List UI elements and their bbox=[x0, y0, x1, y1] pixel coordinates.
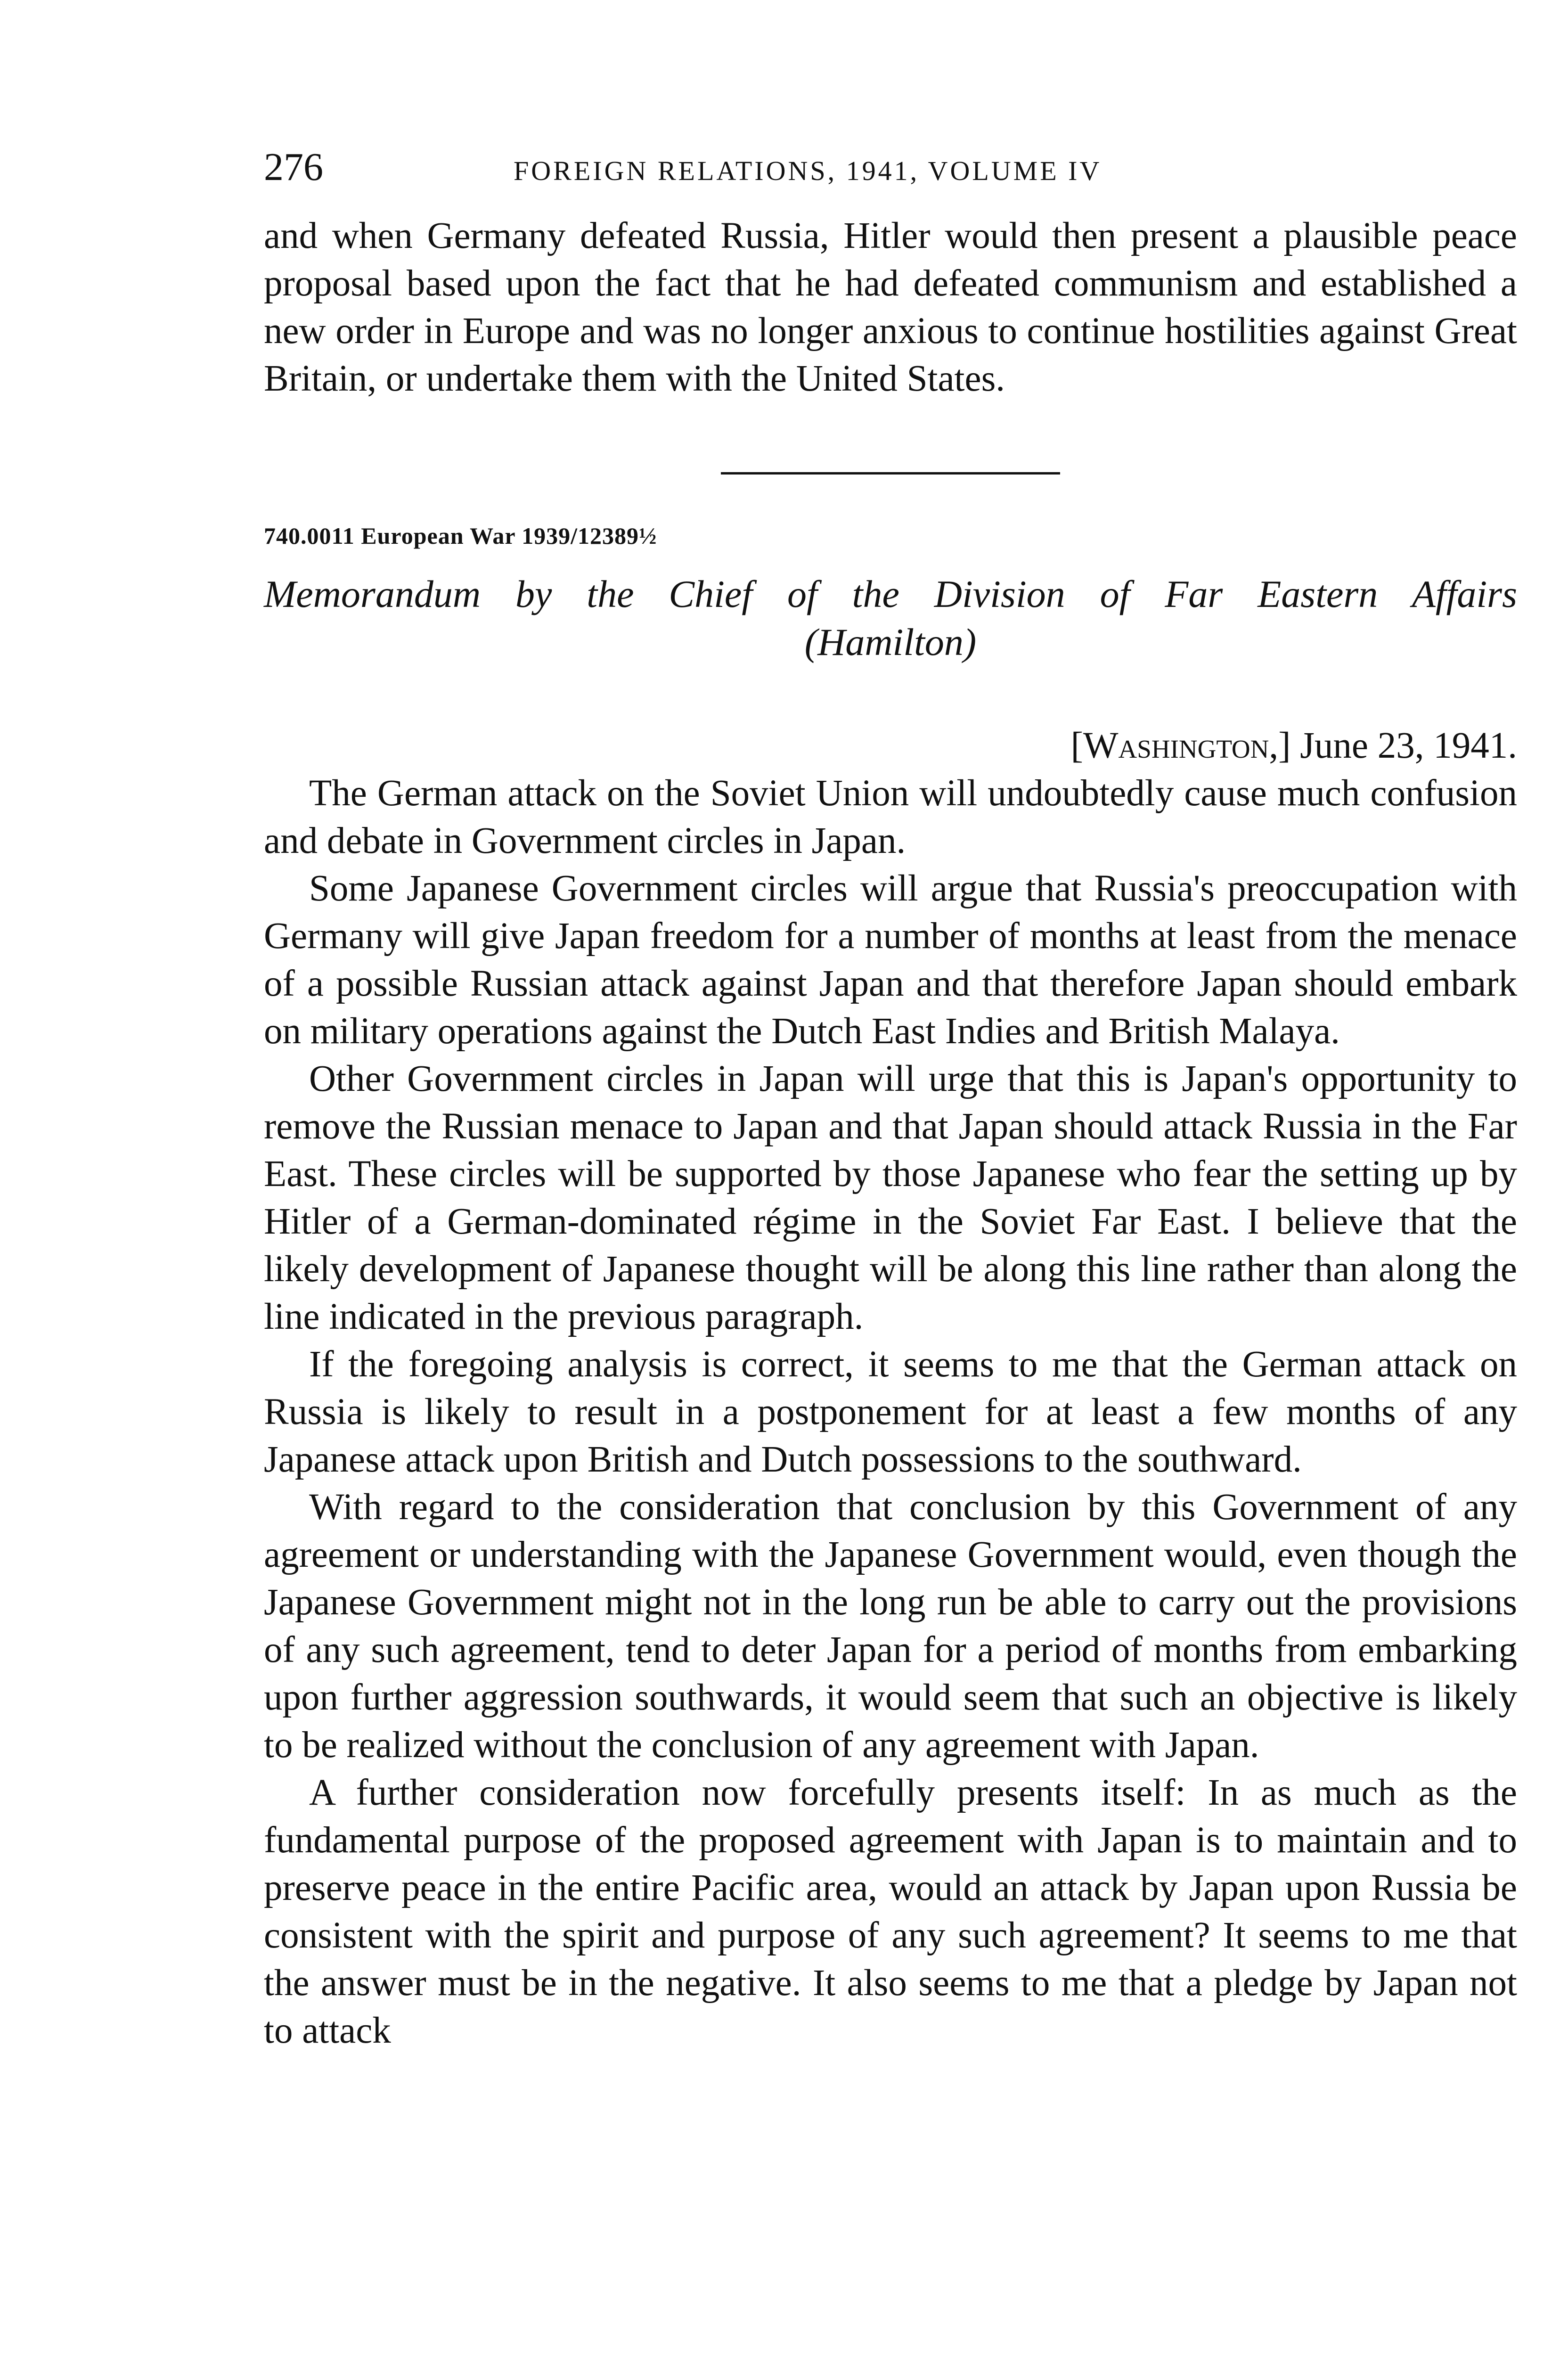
dateline-date: June 23, 1941. bbox=[1290, 725, 1517, 766]
dateline bbox=[264, 722, 1517, 769]
page-number: 276 bbox=[264, 145, 323, 189]
dateline-place: [Washington,] bbox=[1070, 725, 1291, 766]
file-number: 740.0011 European War 1939/12389½ bbox=[264, 523, 657, 549]
paragraph-2: Some Japanese Government circles will argue that Russia's preoccupation with Germany will give Japan freedom for a number of months at least from the menace of a possible Russian attack against Japan and that therefore Japan should embark on military operations against the Dutch East Indies and British Malaya. bbox=[264, 868, 1517, 1052]
continuation-paragraph: and when Germany defeated Russia, Hitler would then present a plausible peace proposal based upon the fact that he had defeated communism and established a new order in Europe and was no longer anxious to continue hostilities against Great Britain, or undertake them with the United States. bbox=[264, 215, 1517, 399]
memo-title bbox=[264, 570, 1517, 666]
running-head-title: FOREIGN RELATIONS, 1941, VOLUME IV bbox=[514, 155, 1102, 186]
paragraph-5: With regard to the consideration that conclusion by this Government of any agreement or understanding with the Japanese Government would, even though the Japanese Government might not in the long run be able to carry out the provisions of any such agreement, tend to deter Japan for a period of months from embarking upon further aggression southwards, it would seem that such an objective is likely to be realized without the conclusion of any agreement with Japan. bbox=[264, 1487, 1517, 1766]
memo-title-line1: Memorandum by the Chief of the Division of Far Eastern Affairs bbox=[264, 573, 1517, 615]
paragraph-4: If the foregoing analysis is correct, it seems to me that the German attack on Russia is likely to result in a postponement for at least a few months of any Japanese attack upon British and Dutch possessions to the southward. bbox=[264, 1344, 1517, 1480]
paragraph-6: A further consideration now forcefully presents itself: In as much as the fundamental purpose of the proposed agreement with Japan is to maintain and to preserve peace in the entire Pacific area, would an attack by Japan upon Russia be consistent with the spirit and purpose of any such agreement? It seems to me that the answer must be in the negative. It also seems to me that a pledge by Japan not to attack bbox=[264, 1772, 1517, 2051]
document-page bbox=[264, 141, 1517, 2054]
paragraph-3: Other Government circles in Japan will urge that this is Japan's opportunity to remove the Russian menace to Japan and that Japan should attack Russia in the Far East. These circles will be supported by those Japanese who fear the setting up by Hitler of a German-dominated régime in the Soviet Far East. I believe that the likely development of Japanese thought will be along this line rather than along the line indicated in the previous paragraph. bbox=[264, 1058, 1517, 1337]
running-head bbox=[264, 141, 1517, 193]
paragraph-1: The German attack on the Soviet Union will undoubtedly cause much confusion and debate in Government circles in Japan. bbox=[264, 773, 1517, 861]
memo-title-line2: (Hamilton) bbox=[804, 621, 977, 663]
section-divider bbox=[721, 472, 1060, 474]
